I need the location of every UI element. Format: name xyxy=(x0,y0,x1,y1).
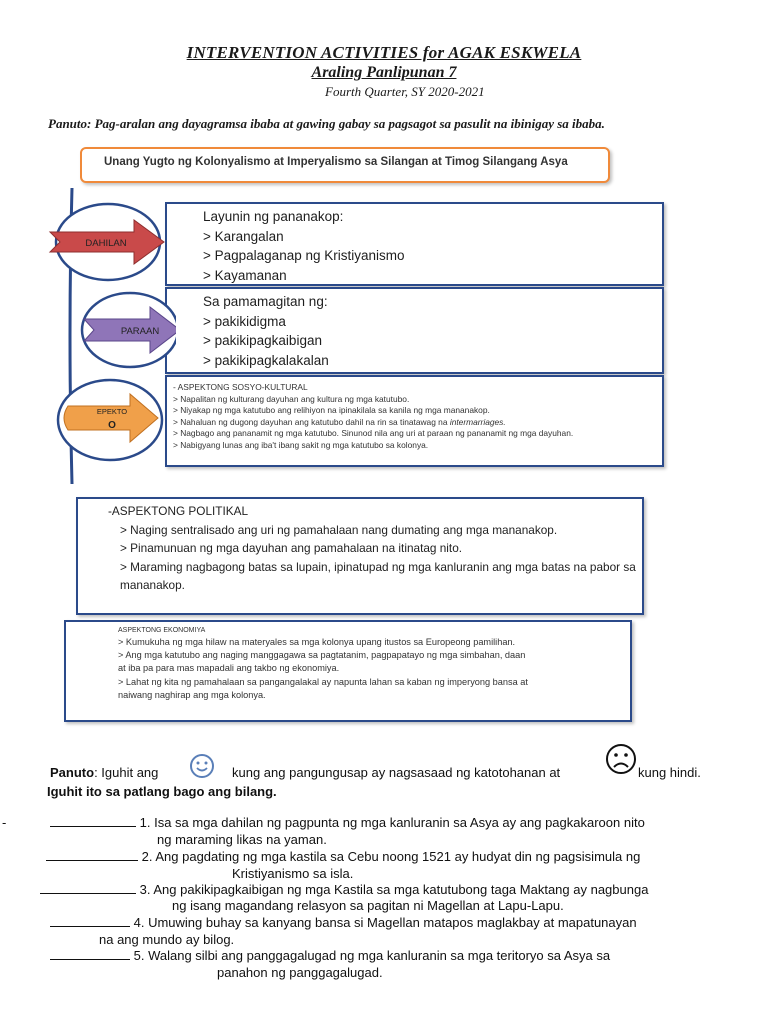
answer-blank-4[interactable] xyxy=(50,914,130,927)
quiz-instruction-part2: kung ang pangungusap ay nagsasaad ng katotohanan at xyxy=(232,765,561,780)
question-2-cont: Kristiyanismo sa isla. xyxy=(232,866,354,881)
epekto-label: EPEKTO xyxy=(96,407,128,416)
quiz-instruction-label: Panuto xyxy=(50,765,95,780)
epekto-item: > Niyakap ng mga katutubo ang relihiyon na ipinakilala sa kanila ng mga mananakop. xyxy=(173,405,490,416)
political-content xyxy=(108,502,636,595)
question-3: 3. Ang pakikipagkaibigan ng mga Kastila sa mga katutubong taga Maktang ay nagbunga xyxy=(40,881,648,899)
political-heading: -ASPEKTONG POLITIKAL xyxy=(108,504,249,518)
quiz-instruction-line2: Iguhit ito sa patlang bago ang bilang. xyxy=(47,784,277,799)
economic-content xyxy=(118,626,528,702)
diagram-banner xyxy=(80,147,610,183)
answer-blank-3[interactable] xyxy=(40,881,136,894)
dahilan-heading: Layunin ng pananakop: xyxy=(203,209,344,224)
diagram-instruction: Panuto: Pag-aralan ang dayagramsa ibaba at gawing gabay sa pagsagot sa pasulit na ibinigay sa ibaba. xyxy=(48,116,605,131)
question-5-cont: panahon ng panggagalugad. xyxy=(217,965,383,980)
economic-line: > Kumukuha ng mga hilaw na materyales sa mga kolonya upang itustos sa Europeong pamilihan. xyxy=(118,637,516,647)
quiz-instruction: Panuto: Iguhit ang xyxy=(50,765,159,780)
worksheet-subtitle: Araling Panlipunan 7 xyxy=(311,64,457,81)
epekto-label-2: O xyxy=(108,420,116,431)
answer-blank-2[interactable] xyxy=(46,848,138,861)
question-4-cont: na ang mundo ay bilog. xyxy=(99,932,235,947)
epekto-item: > Nahaluan ng dugong dayuhan ang katutubo dahil na rin sa tinatawag na intermarriages. xyxy=(173,416,506,427)
answer-blank-1[interactable] xyxy=(50,814,136,827)
economic-heading: ASPEKTONG EKONOMIYA xyxy=(118,627,206,634)
economic-line: > Lahat ng kita ng pamahalaan sa pangangalakal ay napunta lahan sa kaban ng imperyong bansa at xyxy=(118,676,528,687)
political-item: > Maraming nagbagong batas sa lupain, ipinatupad ng mga kanluranin ang mga batas na pabor sa xyxy=(120,559,636,574)
epekto-content xyxy=(173,382,573,452)
paraan-item: > pakikipagkaibigan xyxy=(203,333,322,348)
economic-line: naiwang naghirap ang mga kolonya. xyxy=(118,689,266,700)
epekto-item: > Napalitan ng kulturang dayuhan ang kultura ng mga katutubo. xyxy=(173,393,410,404)
dahilan-item: > Karangalan xyxy=(203,228,284,244)
question-5: 5. Walang silbi ang panggagalugad ng mga kanluranin sa mga teritoryo sa Asya sa xyxy=(50,947,610,965)
smiley-face-icon xyxy=(188,752,216,780)
political-item: > Pinamunuan ng mga dayuhan ang pamahalaan na itinatag nito. xyxy=(120,541,463,555)
question-1-cont: ng maraming likas na yaman. xyxy=(157,832,327,847)
epekto-item: > Nagbago ang pananamit ng mga katutubo. Sinunod nila ang uri at paraan ng pananamit ng mga dayuhan. xyxy=(173,428,574,439)
sad-face-icon xyxy=(604,742,638,776)
diagram-banner-text: Unang Yugto ng Kolonyalismo at Imperyalismo sa Silangan at Timog Silangang Asya xyxy=(104,156,568,168)
economic-line: at iba pa para mas mapadali ang takbo ng ekonomiya. xyxy=(118,663,340,674)
paraan-heading: Sa pamamagitan ng: xyxy=(203,294,328,309)
margin-mark: - xyxy=(2,815,7,830)
dahilan-item: > Pagpalaganap ng Kristiyanismo xyxy=(203,248,405,263)
epekto-item: > Nabigyang lunas ang iba't ibang sakit ng mga katutubo sa kolonya. xyxy=(173,439,429,450)
quiz-instruction-part3: kung hindi. xyxy=(638,765,701,780)
paraan-label: PARAAN xyxy=(120,326,160,337)
dahilan-label: DAHILAN xyxy=(85,238,127,249)
economic-line: > Ang mga katutubo ang naging manggagawa sa pagtatanim, pagpapatayo ng mga simbahan, daan xyxy=(118,650,526,661)
political-item: > Naging sentralisado ang uri ng pamahalaan nang dumating ang mga mananakop. xyxy=(120,522,558,537)
worksheet-title: INTERVENTION ACTIVITIES for AGAK ESKWELA xyxy=(186,43,582,62)
school-year: Fourth Quarter, SY 2020-2021 xyxy=(325,84,485,99)
political-item-cont: mananakop. xyxy=(120,578,185,592)
question-4: 4. Umuwing buhay sa kanyang bansa si Magellan matapos maglakbay at mapatunayan xyxy=(50,914,637,932)
question-2: 2. Ang pagdating ng mga kastila sa Cebu noong 1521 ay hudyat din ng pagsisimula ng xyxy=(46,848,640,866)
paraan-content xyxy=(203,292,329,370)
question-1: 1. Isa sa mga dahilan ng pagpunta ng mga kanluranin sa Asya ay ang pagkakaroon nito xyxy=(50,814,645,832)
epekto-heading: - ASPEKTONG SOSYO-KULTURAL xyxy=(173,382,308,392)
paraan-item: > pakikidigma xyxy=(203,313,286,329)
answer-blank-5[interactable] xyxy=(50,947,130,960)
paraan-item: > pakikipagkalakalan xyxy=(203,352,329,368)
diagram-labels xyxy=(46,196,176,486)
question-3-cont: ng isang magandang relasyon sa pagitan ni Magellan at Lapu-Lapu. xyxy=(172,898,564,913)
dahilan-item: > Kayamanan xyxy=(203,267,287,283)
dahilan-content xyxy=(203,207,405,285)
